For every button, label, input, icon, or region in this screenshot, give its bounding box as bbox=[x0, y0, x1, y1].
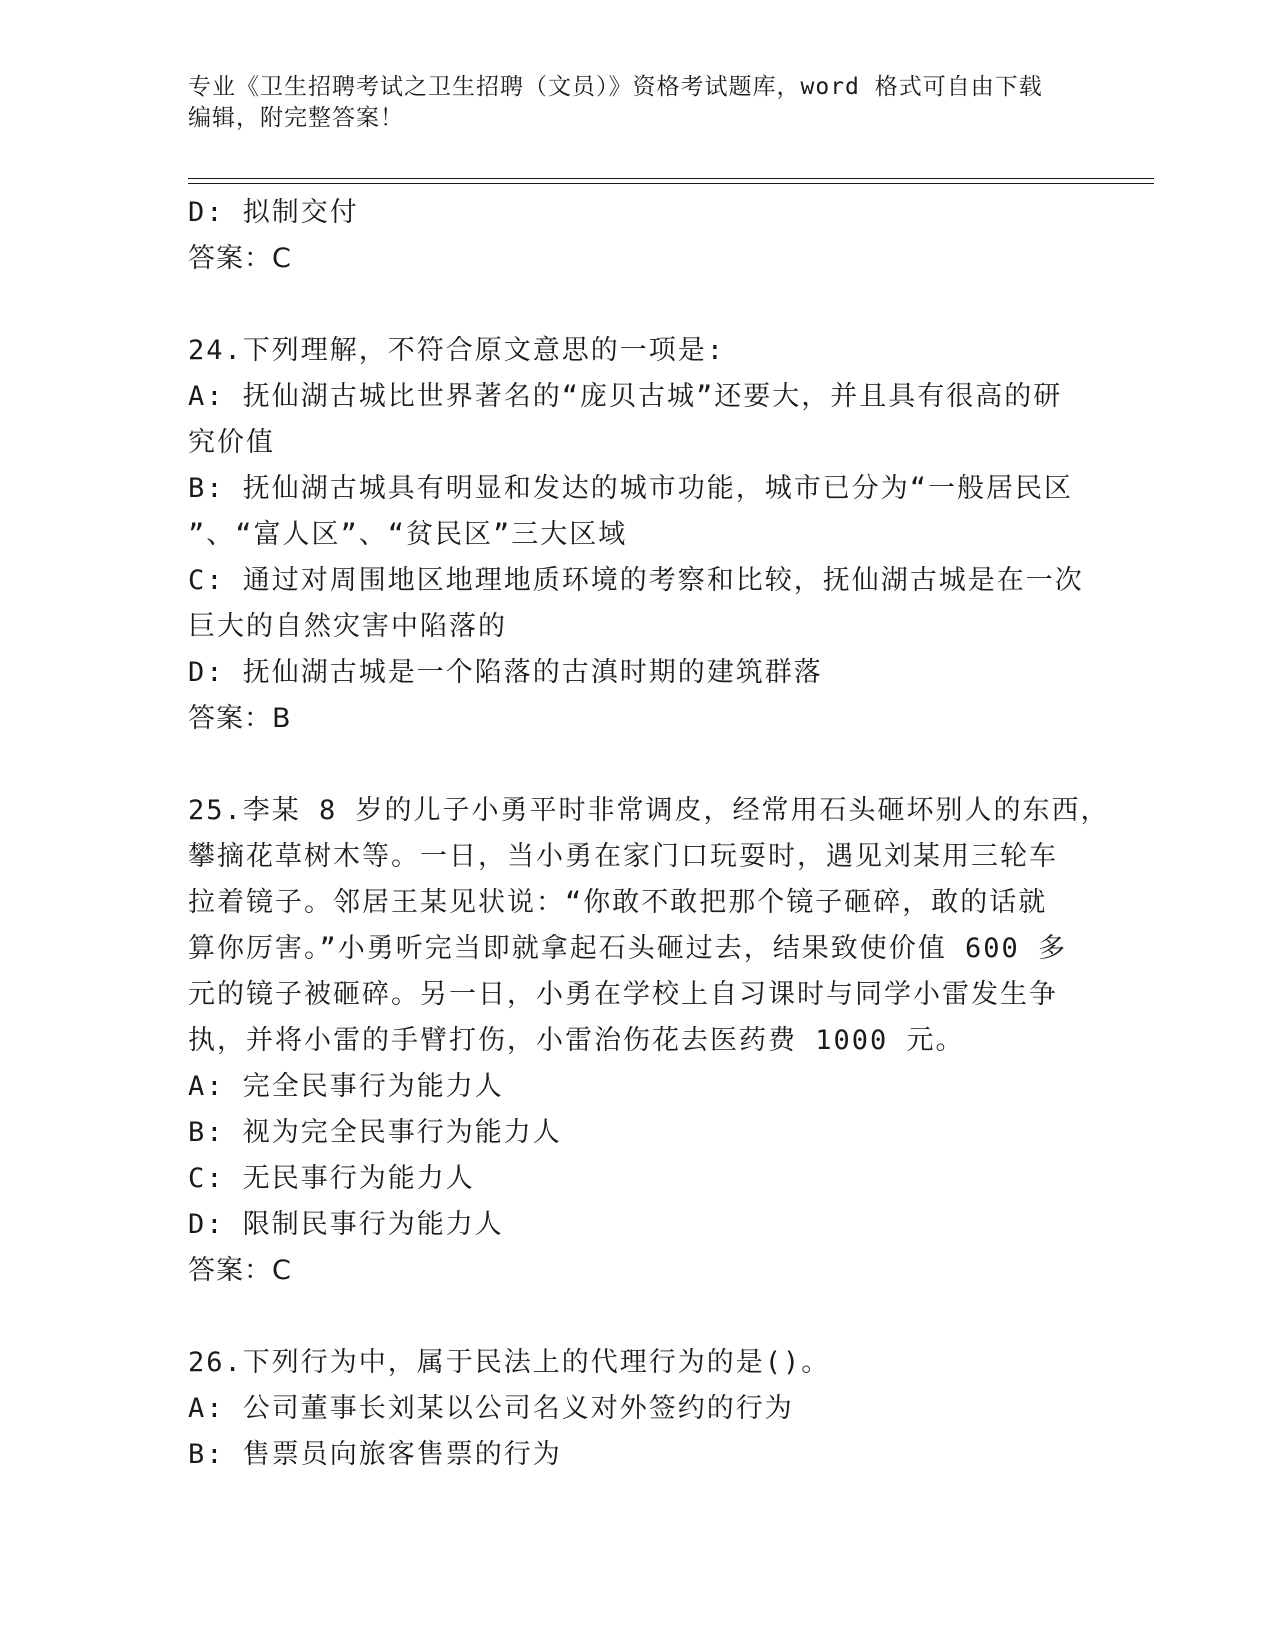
spacer bbox=[188, 282, 1088, 328]
q26-option-b: B: 售票员向旅客售票的行为 bbox=[188, 1439, 562, 1470]
q24-option-b-cont: ”、“富人区”、“贫民区”三大区域 bbox=[188, 519, 628, 550]
spacer bbox=[188, 1294, 1088, 1340]
header-rule-top bbox=[188, 178, 1154, 179]
question-content bbox=[188, 190, 1110, 1478]
q25-question-line: 元的镜子被砸碎。另一日，小勇在学校上自习课时与同学小雷发生争 bbox=[188, 979, 1058, 1010]
q25-question-line: 25.李某 8 岁的儿子小勇平时非常调皮，经常用石头砸坏别人的东西， bbox=[188, 795, 1110, 826]
q25-question-line: 拉着镜子。邻居王某见状说：“你敢不敢把那个镜子砸碎，敢的话就 bbox=[188, 887, 1048, 918]
q26-option-a: A: 公司董事长刘某以公司名义对外签约的行为 bbox=[188, 1393, 794, 1424]
q23-answer: 答案：C bbox=[188, 243, 292, 274]
q25-question-line: 执，并将小雷的手臂打伤，小雷治伤花去医药费 1000 元。 bbox=[188, 1025, 965, 1056]
q25-answer: 答案：C bbox=[188, 1255, 292, 1286]
q25-question-line: 攀摘花草树木等。一日，当小勇在家门口玩耍时，遇见刘某用三轮车 bbox=[188, 841, 1058, 872]
q24-answer: 答案：B bbox=[188, 703, 292, 734]
q25-question-line: 算你厉害。”小勇听完当即就拿起石头砸过去，结果致使价值 600 多 bbox=[188, 933, 1068, 964]
header-line-2: 编辑，附完整答案！ bbox=[188, 105, 404, 131]
q25-option-d: D: 限制民事行为能力人 bbox=[188, 1209, 504, 1240]
q24-option-a-cont: 究价值 bbox=[188, 427, 275, 458]
q24-option-a: A: 抚仙湖古城比世界著名的“庞贝古城”还要大，并且具有很高的研 bbox=[188, 381, 1063, 412]
document-header bbox=[188, 72, 1088, 134]
q24-option-c-cont: 巨大的自然灾害中陷落的 bbox=[188, 611, 507, 642]
header-line-1: 专业《卫生招聘考试之卫生招聘（文员）》资格考试题库，word 格式可自由下载 bbox=[188, 74, 1043, 100]
header-rule-bottom bbox=[188, 183, 1154, 184]
spacer bbox=[188, 742, 1088, 788]
q25-option-c: C: 无民事行为能力人 bbox=[188, 1163, 475, 1194]
q25-option-a: A: 完全民事行为能力人 bbox=[188, 1071, 504, 1102]
q24-option-d: D: 抚仙湖古城是一个陷落的古滇时期的建筑群落 bbox=[188, 657, 823, 688]
q26-question: 26.下列行为中，属于民法上的代理行为的是()。 bbox=[188, 1347, 831, 1378]
q23-option-d: D: 拟制交付 bbox=[188, 197, 359, 228]
q25-option-b: B: 视为完全民事行为能力人 bbox=[188, 1117, 562, 1148]
q24-question: 24.下列理解，不符合原文意思的一项是: bbox=[188, 335, 726, 366]
q24-option-b: B: 抚仙湖古城具有明显和发达的城市功能，城市已分为“一般居民区 bbox=[188, 473, 1074, 504]
q24-option-c: C: 通过对周围地区地理地质环境的考察和比较，抚仙湖古城是在一次 bbox=[188, 565, 1084, 596]
